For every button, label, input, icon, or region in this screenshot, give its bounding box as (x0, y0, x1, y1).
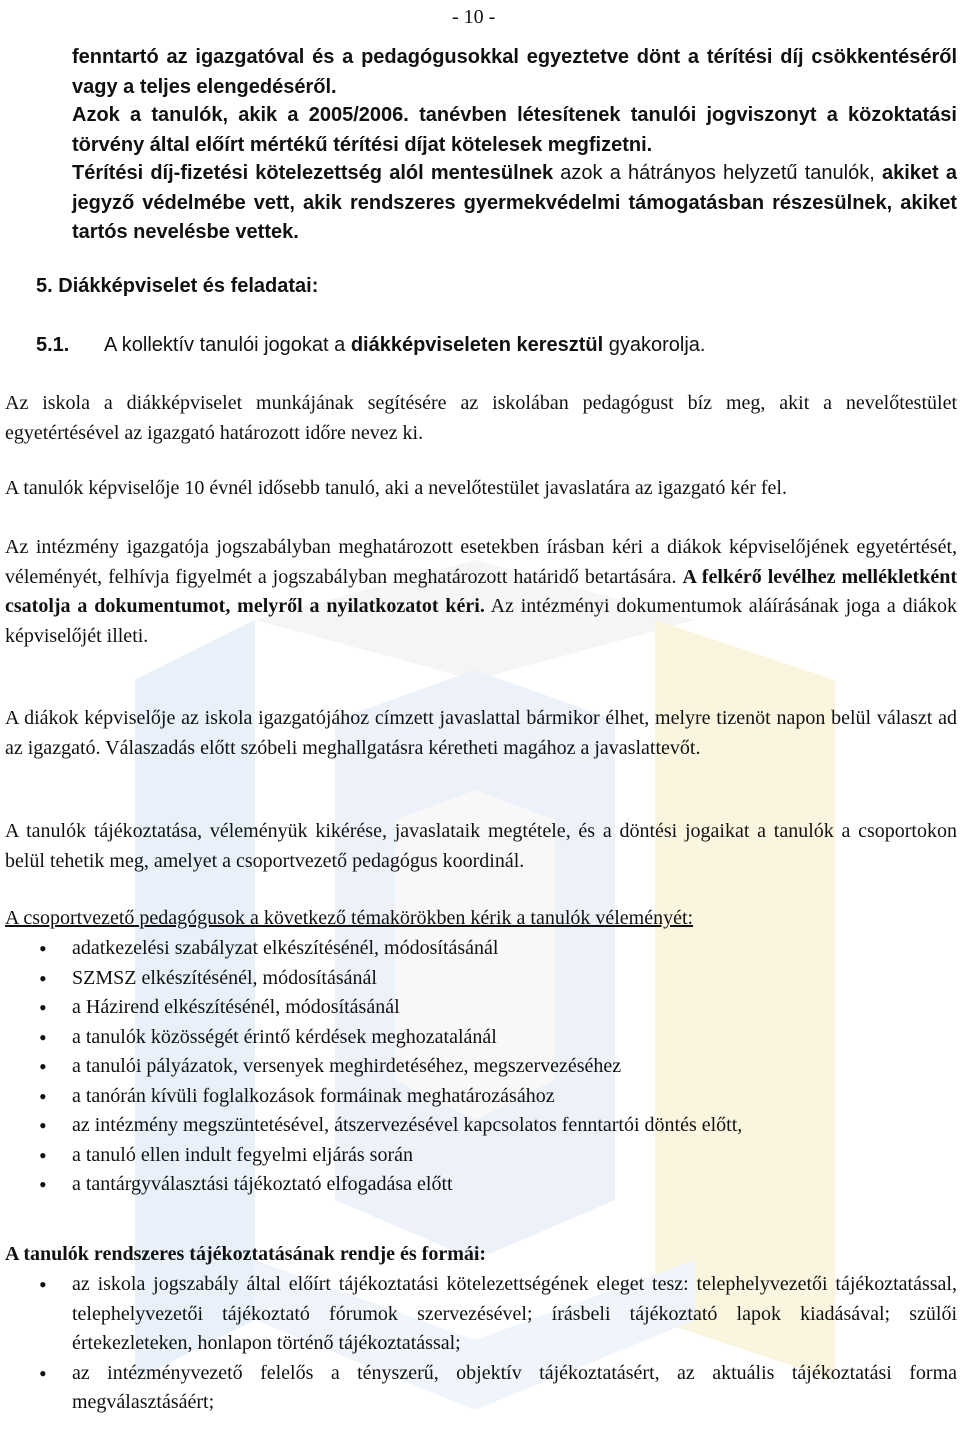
topics-list (5, 934, 957, 1200)
institution-bold: A felkérő levélhez mellékletként csatolja a dokumentumot, melyről a nyilatkozatot kéri. (5, 565, 957, 617)
section-5-heading (36, 272, 318, 302)
intro-paragraph-2: Azok a tanulók, akik a 2005/2006. tanévben létesítenek tanulói jogviszonyt a közoktatási törvény által előírt mértékű térítési díjat kötelesek megfizetni. (72, 104, 957, 156)
list-item: • a tanuló ellen indult fegyelmi eljárás során (5, 1141, 957, 1171)
section-5-1-text-after: gyakorolja. (603, 334, 706, 356)
paragraph-school-teacher: Az iskola a diákképviselet munkájának segítésére az iskolában pedagógust bíz meg, akit a nevelőtestület egyetértésével az igazgató határozott időre nevez ki. (5, 392, 957, 444)
exemption-bold-2: akiket a jegyző védelmébe vett, akik rendszeres gyermekvédelmi támogatásban részesülnek, akiket tartós nevelésbe vettek. (72, 162, 957, 243)
paragraph-student-information: A tanulók tájékoztatása, véleményük kikérése, javaslataik megtétele, és a döntési jogaikat a tanulók a csoportokon belül tehetik meg, amelyet a csoportvezető pedagógus koordinál. (5, 820, 957, 872)
list-item: • a tanórán kívüli foglalkozások formáinak meghatározásához (5, 1082, 957, 1112)
section-5-1-bold: diákképviseleten keresztül (350, 334, 604, 356)
section-5-number: 5. (36, 275, 53, 297)
paragraph-institution-head (5, 533, 957, 651)
section-5-title: Diákképviselet és feladatai: (58, 275, 319, 297)
list-item: • az intézmény megszüntetésével, átszervezésével kapcsolatos fenntartói döntés előtt, (5, 1111, 957, 1141)
list-item: • a tantárgyválasztási tájékoztató elfogadása előtt (5, 1170, 957, 1200)
exemption-bold: Térítési díj-fizetési kötelezettség alól mentesülnek (72, 162, 554, 184)
topics-heading: A csoportvezető pedagógusok a következő témakörökben kérik a tanulók véleményét: (5, 907, 694, 929)
intro-paragraph-3 (72, 159, 957, 248)
list-item: • SZMSZ elkészítésénél, módosításánál (5, 964, 957, 994)
list-item: • a tanulók közösségét érintő kérdések meghozatalánál (5, 1023, 957, 1053)
list-item: • az iskola jogszabály által előírt tájékoztatási kötelezettségének eleget tesz: telephelyvezetői tájékoztatással, telephelyvezetői tájékoztató fórumok szervezésével; írásbeli tájékoztató lapok kiadásával; szülői értekezleteken, honlapon történő tájékoztatással; (5, 1270, 957, 1359)
intro-paragraph-1: fenntartó az igazgatóval és a pedagógusokkal egyeztetve dönt a térítési díj csökkentéséről vagy a teljes elengedéséről. (72, 46, 957, 98)
institution-text: Az intézmény igazgatója jogszabályban meghatározott esetekben írásban kéri a diákok képviselőjének egyetértését, véleményét, felhívja figyelmét a jogszabályban meghatározott határidő betartására. (5, 536, 957, 588)
list-item: • a tanulói pályázatok, versenyek meghirdetéséhez, megszervezéséhez (5, 1052, 957, 1082)
list-item: • az intézményvezető felelős a tényszerű, objektív tájékoztatásért, az aktuális tájékoztatási forma megválasztásáért; (5, 1359, 957, 1418)
information-heading: A tanulók rendszeres tájékoztatásának rendje és formái: (5, 1243, 487, 1265)
page-number: - 10 - (452, 6, 496, 28)
institution-text-2: Az intézményi dokumentumok aláírásának joga a diákok képviselőjét illeti. (5, 595, 957, 647)
list-item: • a Házirend elkészítésénél, módosításánál (5, 993, 957, 1023)
section-5-1 (36, 331, 705, 361)
paragraph-proposals: A diákok képviselője az iskola igazgatójához címzett javaslattal bármikor élhet, melyre tizenöt napon belül választ ad az igazgató. Válaszadás előtt szóbeli meghallgatásra kéretheti magához a javaslattevőt. (5, 707, 957, 759)
list-item: • adatkezelési szabályzat elkészítésénél, módosításánál (5, 934, 957, 964)
exemption-text: azok a hátrányos helyzetű tanulók, (553, 162, 882, 184)
section-5-1-text: A kollektív tanulói jogokat a (104, 334, 351, 356)
section-5-1-number: 5.1. (36, 334, 70, 356)
paragraph-student-representative: A tanulók képviselője 10 évnél idősebb tanuló, aki a nevelőtestület javaslatára az igazgató kér fel. (5, 477, 787, 499)
information-list (5, 1270, 957, 1418)
